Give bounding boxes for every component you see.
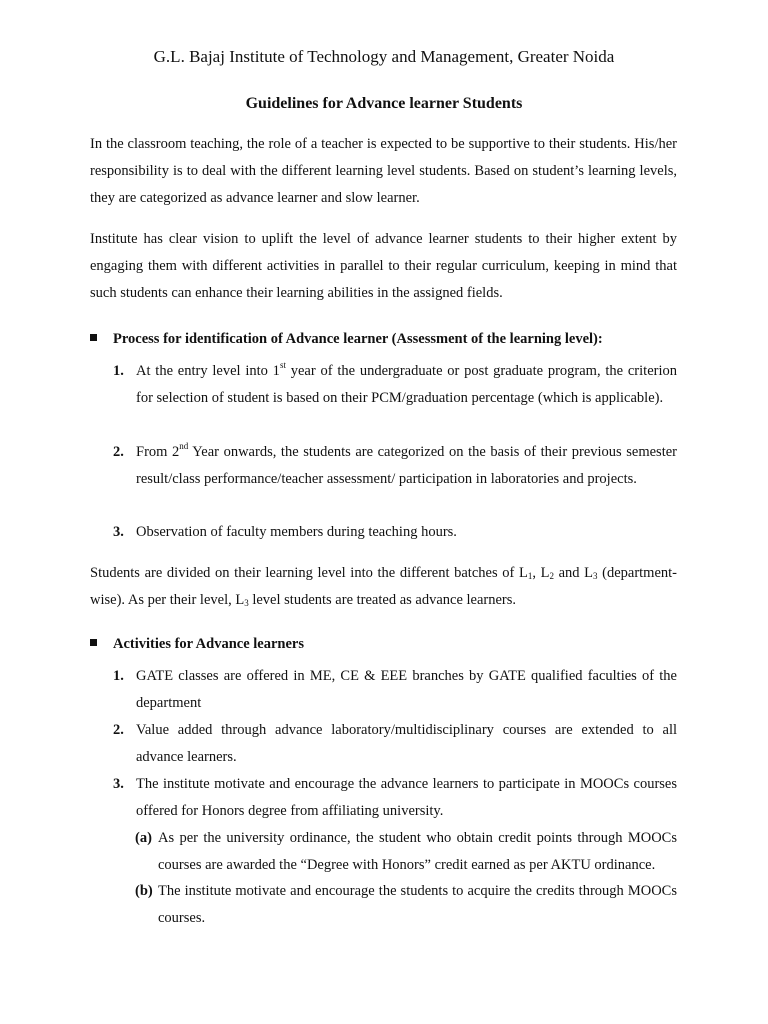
sub-list-item-text: The institute motivate and encourage the students to acquire the credits through MOOCs courses. [158, 883, 677, 926]
list-number: 1. [113, 363, 124, 379]
list-number: 2. [113, 444, 124, 460]
list-item-text: GATE classes are offered in ME, CE & EEE branches by GATE qualified faculties of the department [136, 668, 677, 711]
intro-paragraph-2: Institute has clear vision to uplift the level of advance learner students to their higher extent by engaging them with different activities in parallel to their regular curriculum, keeping in mind that such students can enhance their learning abilities in the assigned fields. [90, 231, 677, 301]
list-number: 3. [113, 776, 124, 792]
list-item [113, 519, 677, 546]
list-item-text: Value added through advance laboratory/multidisciplinary courses are extended to all advance learners. [136, 722, 677, 765]
sub-list-item-text: As per the university ordinance, the student who obtain credit points through MOOCs courses are awarded the “Degree with Honors” credit earned as per AKTU ordinance. [158, 830, 677, 873]
section-heading-text: Activities for Advance learners [113, 636, 305, 652]
list-item [113, 717, 677, 771]
list-item [113, 771, 677, 825]
list-item-text: The institute motivate and encourage the advance learners to participate in MOOCs courses offered for Honors degree from affiliating university. [136, 776, 677, 819]
section-heading-text: Process for identification of Advance learner (Assessment of the learning level): [113, 331, 603, 347]
institute-name: G.L. Bajaj Institute of Technology and Management, Greater Noida [153, 47, 615, 66]
sub-list-label: (a) [135, 830, 152, 846]
list-item-text: At the entry level into 1st year of the undergraduate or post graduate program, the criterion for selection of student is based on their PCM/graduation percentage (which is applicable). [136, 360, 677, 406]
document-title: Guidelines for Advance learner Students [245, 95, 523, 112]
list-item [113, 663, 677, 717]
section-heading-activities [90, 632, 690, 656]
list-number: 2. [113, 722, 124, 738]
sub-list-label: (b) [135, 883, 153, 899]
intro-paragraph-1: In the classroom teaching, the role of a teacher is expected to be supportive to their students. His/her responsibility is to deal with the different learning level students. Based on student’s learning levels, they are categorized as advance learner and slow learner. [90, 136, 677, 206]
list-item-text: Observation of faculty members during teaching hours. [136, 524, 457, 540]
list-item [113, 439, 677, 493]
sub-list-item [135, 878, 677, 932]
section-heading-identification [90, 327, 690, 351]
sub-list-item [135, 825, 677, 879]
list-number: 1. [113, 668, 124, 684]
list-item-text: From 2nd Year onwards, the students are categorized on the basis of their previous semester result/class performance/teacher assessment/ participation in laboratories and projects. [136, 441, 677, 487]
list-number: 3. [113, 524, 124, 540]
batches-paragraph: Students are divided on their learning level into the different batches of $L_1$, $L_2$ and $L_3$ (department-wise). As per their level, $L_3$ level students are treated as advance learners. [90, 565, 678, 608]
square-bullet-icon [90, 639, 97, 646]
list-item [113, 358, 677, 412]
square-bullet-icon [90, 334, 97, 341]
